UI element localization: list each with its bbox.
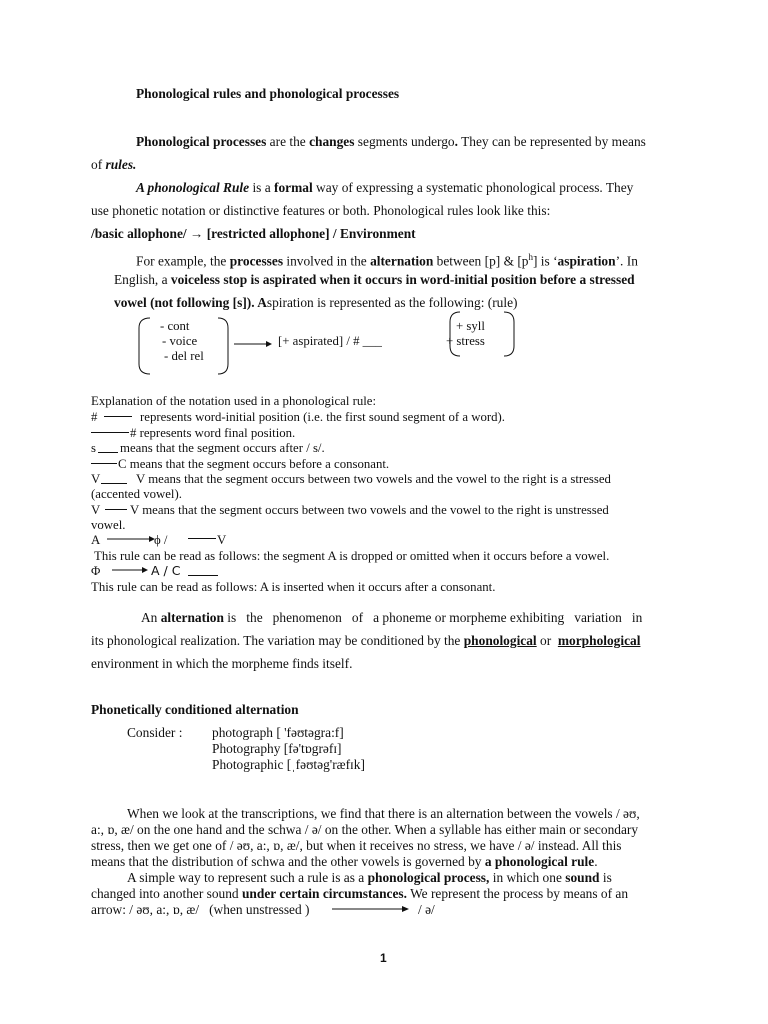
- notation-v-stressed-1: V means that the segment occurs between two vowels and the vowel to the right is a stressed: [136, 472, 611, 486]
- notation-after-s: means that the segment occurs after / s/.: [120, 441, 325, 455]
- transcription-line-1: When we look at the transcriptions, we find that there is an alternation between the vowels / əʊ,: [127, 806, 640, 821]
- text: ’. In: [615, 253, 638, 269]
- superscript: h: [528, 252, 533, 262]
- bracket-shapes: [0, 312, 768, 372]
- text: They can be represented by means: [457, 134, 646, 149]
- example-line-1: [136, 249, 638, 269]
- notation-s-mark: s: [91, 441, 96, 455]
- text: its phonological realization. The variation may be conditioned by the: [91, 633, 464, 648]
- rule-a-mark: A: [91, 533, 101, 547]
- word-photographic: Photographic [ˌfəʊtəg'ræfɪk]: [212, 757, 365, 772]
- word-photography: Photography [fə'tɒgrəfɪ]: [212, 741, 342, 756]
- rule-a-c: A / C: [151, 563, 181, 578]
- transcription-line-3: stress, then we get one of / əʊ, a:, ɒ, æ/, but when it receives no stress, we have / ə/ instead. All this: [91, 838, 622, 853]
- text: We represent the process by means of an: [407, 886, 629, 901]
- notation-word-initial: represents word-initial position (i.e. the first sound segment of a word).: [140, 410, 505, 424]
- notation-v-unstressed-2: vowel.: [91, 518, 126, 532]
- blank-line: [188, 575, 218, 576]
- text: involved in the: [283, 253, 371, 269]
- text: changed into another sound: [91, 886, 242, 901]
- notation-v-mark: V: [91, 472, 101, 486]
- text: of: [91, 157, 106, 172]
- intro-line-3: [136, 180, 633, 196]
- word-photograph: photograph [ 'fəʊtəgra:f]: [212, 725, 344, 740]
- feature-syll: + syll: [456, 319, 485, 333]
- bold-term: changes: [309, 134, 355, 149]
- bold-term: voiceless stop is aspirated when it occurs in word-initial position before a stressed: [170, 272, 635, 287]
- bold-term: formal: [274, 180, 313, 195]
- rule-phi-capital: Φ: [91, 564, 101, 578]
- text: is: [599, 870, 612, 885]
- feature-output: [+ aspirated] / # ___: [278, 334, 382, 348]
- intro-line-4: use phonetic notation or distinctive features or both. Phonological rules look like this:: [91, 203, 551, 218]
- alternation-line-3: environment in which the morpheme finds itself.: [91, 656, 353, 671]
- bold-term: phonological: [463, 633, 537, 648]
- bold-term: sound: [565, 870, 600, 885]
- bold-term: Phonological processes: [136, 134, 267, 149]
- bold-term: a phonological rule: [484, 854, 595, 869]
- text: means that the distribution of schwa and the other vowels is governed by: [91, 854, 485, 869]
- notation-v-unstressed-1: V means that the segment occurs between two vowels and the vowel to the right is unstressed: [130, 503, 609, 517]
- notation-word-final: # represents word final position.: [130, 426, 296, 440]
- feature-del-rel: - del rel: [164, 349, 204, 363]
- rule-insert-reading: This rule can be read as follows: A is inserted when it occurs after a consonant.: [91, 580, 496, 594]
- text: is a: [249, 180, 275, 195]
- example-line-2: [114, 272, 635, 288]
- text: are the: [266, 134, 310, 149]
- feature-voice: - voice: [162, 334, 198, 348]
- bold-term: alternation: [370, 253, 434, 269]
- blank-line: [105, 509, 127, 510]
- bold-term: rules.: [105, 157, 137, 172]
- notation-hash-mark: #: [91, 410, 98, 424]
- simple-line-2: [91, 886, 628, 902]
- bold-term: phonological process,: [367, 870, 490, 885]
- notation-v-mark: V: [91, 503, 101, 517]
- text: arrow: / əʊ, a:, ɒ, æ/ (when unstressed ): [91, 902, 310, 917]
- text: segments undergo: [354, 134, 455, 149]
- text: way of expressing a systematic phonological process. They: [312, 180, 634, 195]
- intro-line-1: Phonological processes are the changes segments undergo. They can be represented by means: [136, 134, 646, 149]
- simple-line-3: [91, 902, 310, 918]
- notation-before-c: C means that the segment occurs before a consonant.: [118, 457, 390, 471]
- rule-phi: ϕ /: [154, 533, 168, 547]
- notation-heading: Explanation of the notation used in a phonological rule:: [91, 394, 377, 408]
- blank-line: [104, 416, 132, 417]
- bold-term: aspiration: [557, 253, 616, 269]
- text: in which one: [489, 870, 566, 885]
- alternation-line-1: [141, 610, 642, 626]
- text: An: [141, 610, 161, 625]
- text: For example, the: [136, 253, 230, 269]
- rule-v: V: [217, 533, 227, 547]
- bold-term: processes: [229, 253, 284, 269]
- text: A: [254, 295, 267, 310]
- bold-term: morphological: [557, 633, 641, 648]
- blank-line: [91, 463, 117, 464]
- feature-stress: + stress: [446, 334, 485, 348]
- bold-term: A phonological Rule: [136, 180, 250, 195]
- bold-term: under certain circumstances.: [241, 886, 407, 901]
- text: .: [594, 854, 598, 869]
- feature-cont: - cont: [160, 319, 190, 333]
- blank-line: [98, 452, 118, 453]
- intro-line-2: [91, 157, 136, 173]
- blank-line: [101, 483, 127, 484]
- transcription-line-2: a:, ɒ, æ/ on the one hand and the schwa / ə/ on the other. When a syllable has either main or secondary: [91, 822, 639, 837]
- example-line-3: [114, 295, 518, 311]
- rule-format-line: /basic allophone/ → [restricted allophone] / Environment: [91, 226, 416, 241]
- consider-label: Consider :: [127, 725, 183, 740]
- bold-term: alternation: [160, 610, 224, 625]
- simple-line-1: [127, 870, 612, 886]
- blank-line: [91, 432, 129, 433]
- blank-line: [188, 538, 216, 539]
- text: A simple way to represent such a rule is as a: [127, 870, 368, 885]
- text: ] is ‘: [532, 253, 558, 269]
- text: spiration is represented as the following: (rule): [266, 295, 518, 310]
- text: English, a: [114, 272, 171, 287]
- section-heading: Phonetically conditioned alternation: [91, 702, 299, 717]
- page-title: Phonological rules and phonological processes: [136, 86, 400, 101]
- bold-term: vowel (not following [s]).: [114, 295, 255, 310]
- schwa-result: / ə/: [418, 902, 435, 917]
- notation-v-stressed-2: (accented vowel).: [91, 487, 182, 501]
- rule-drop-reading: This rule can be read as follows: the segment A is dropped or omitted when it occurs before a vowel.: [94, 549, 610, 563]
- right-arrow-icon: [332, 905, 422, 915]
- text: is the phenomenon of a phoneme or morpheme exhibiting variation in: [223, 610, 643, 625]
- alternation-line-2: [91, 633, 640, 649]
- page-number: 1: [380, 951, 387, 965]
- text: or: [536, 633, 558, 648]
- text: between [p] & [p: [433, 253, 529, 269]
- transcription-line-4: [91, 854, 598, 870]
